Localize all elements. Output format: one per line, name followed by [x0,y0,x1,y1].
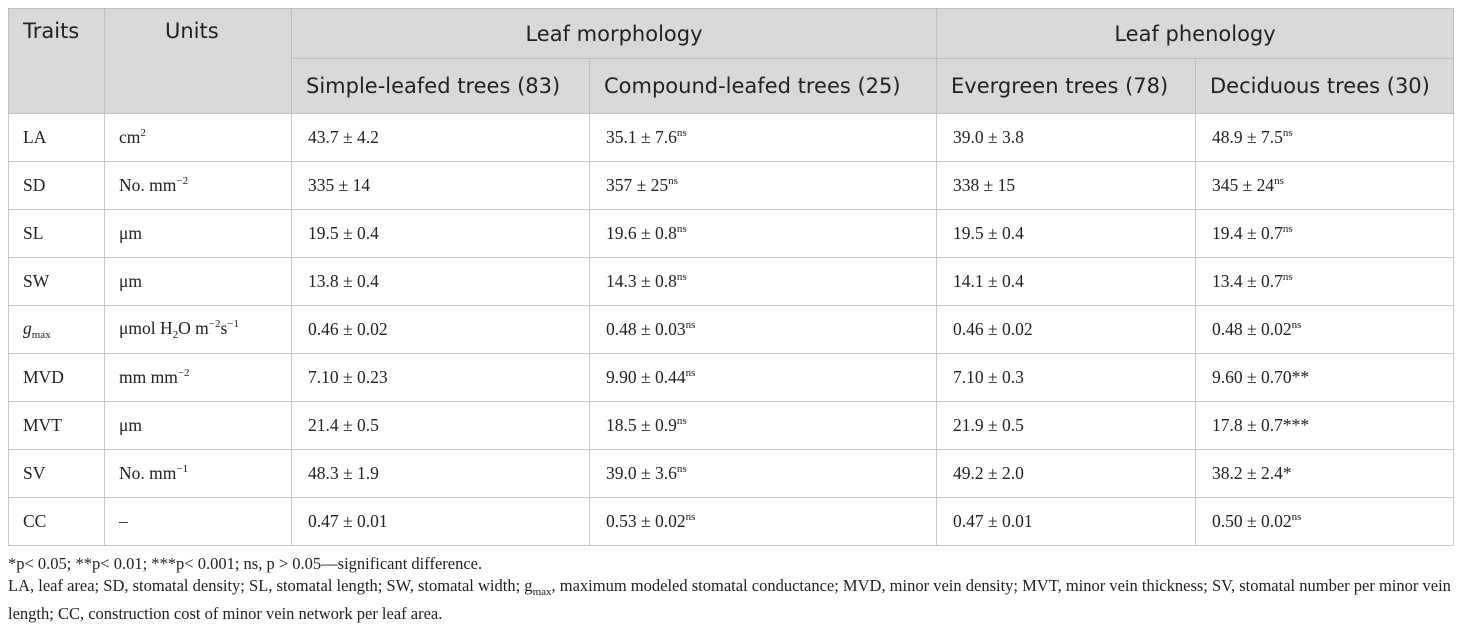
footnote-abbr-part1: LA, leaf area; SD, stomatal density; SL, stomatal length; SW, stomatal width; g [8,576,533,595]
trait-name: SL [23,223,44,243]
compound-value-significance: ns [668,175,678,187]
unit-superscript: −2 [208,318,221,330]
deciduous-value: 0.50 ± 0.02 [1212,511,1292,531]
compound-value: 18.5 ± 0.9 [606,415,677,435]
header-units: Units [105,9,292,114]
unit-text: μmol H [119,318,173,338]
compound-value: 357 ± 25 [606,175,669,195]
simple-value-cell [292,306,590,354]
trait-cell [9,306,105,354]
compound-value-significance: ns [676,271,687,283]
compound-value-significance: ns [676,463,687,475]
unit-text: μm [119,223,142,243]
deciduous-value-cell [1196,114,1454,162]
unit-superscript: 2 [140,127,146,139]
header-simple-leafed: Simple-leafed trees (83) [292,59,590,114]
compound-value-significance: ns [685,319,696,331]
compound-value: 39.0 ± 3.6 [606,463,677,483]
simple-value: 0.46 ± 0.02 [308,319,388,339]
footnote-abbreviations [8,575,1453,625]
compound-value: 9.90 ± 0.44 [606,367,686,387]
unit-text: μm [119,415,142,435]
unit-subscript: 2 [172,329,179,341]
simple-value: 13.8 ± 0.4 [308,271,379,291]
compound-value: 0.48 ± 0.03 [606,319,686,339]
compound-value-cell [590,114,937,162]
traits-table-container [8,8,1453,546]
footnote-abbr-sub: max [532,586,552,598]
deciduous-value-cell [1196,402,1454,450]
compound-value-cell [590,162,937,210]
trait-cell [9,258,105,306]
evergreen-value-cell [937,114,1196,162]
header-leaf-morphology: Leaf morphology [292,9,937,59]
compound-value-cell [590,210,937,258]
trait-name: MVT [23,415,62,435]
deciduous-value-cell [1196,258,1454,306]
header-leaf-phenology: Leaf phenology [937,9,1454,59]
table-body [9,114,1454,546]
simple-value: 19.5 ± 0.4 [308,223,379,243]
header-row-groups [9,9,1454,59]
unit-superscript-end: −1 [227,318,239,330]
trait-cell [9,402,105,450]
simple-value: 335 ± 14 [308,175,371,195]
compound-value: 19.6 ± 0.8 [606,223,677,243]
simple-value-cell [292,258,590,306]
footnote-significance: *p< 0.05; **p< 0.01; ***p< 0.001; ns, p > 0.05—significant difference. [8,554,483,573]
trait-cell [9,498,105,546]
unit-cell [105,162,292,210]
table-row [9,162,1454,210]
deciduous-value-significance: ns [1282,271,1293,283]
evergreen-value: 39.0 ± 3.8 [953,127,1024,147]
table-row [9,258,1454,306]
trait-name: CC [23,511,47,531]
compound-value-significance: ns [676,415,687,427]
traits-table [8,8,1454,546]
unit-text: – [119,511,128,531]
deciduous-value-significance: ns [1282,223,1293,235]
evergreen-value-cell [937,402,1196,450]
deciduous-value: 9.60 ± 0.70** [1212,367,1310,387]
header-deciduous: Deciduous trees (30) [1196,59,1454,114]
unit-cell [105,306,292,354]
simple-value: 0.47 ± 0.01 [308,511,388,531]
unit-superscript: −2 [176,175,189,187]
trait-name: MVD [23,367,64,387]
compound-value: 35.1 ± 7.6 [606,127,677,147]
simple-value-cell [292,450,590,498]
evergreen-value-cell [937,258,1196,306]
compound-value-cell [590,354,937,402]
deciduous-value-cell [1196,210,1454,258]
trait-name: g [23,318,32,338]
unit-cell [105,402,292,450]
simple-value-cell [292,498,590,546]
unit-text: mm mm [119,367,178,387]
deciduous-value: 345 ± 24 [1212,175,1275,195]
simple-value-cell [292,210,590,258]
deciduous-value: 19.4 ± 0.7 [1212,223,1283,243]
header-evergreen: Evergreen trees (78) [937,59,1196,114]
evergreen-value: 7.10 ± 0.3 [953,367,1024,387]
simple-value: 48.3 ± 1.9 [308,463,379,483]
unit-superscript: −1 [176,463,189,475]
header-traits: Traits [9,9,105,114]
compound-value-cell [590,450,937,498]
deciduous-value-cell [1196,498,1454,546]
unit-text: cm [119,127,141,147]
simple-value-cell [292,402,590,450]
trait-cell [9,210,105,258]
unit-text-mid: O m [178,318,209,338]
unit-text-end: s [220,318,228,338]
table-row [9,210,1454,258]
unit-cell [105,498,292,546]
trait-cell [9,450,105,498]
trait-name: SD [23,175,46,195]
unit-superscript: −2 [177,367,190,379]
deciduous-value-cell [1196,162,1454,210]
unit-cell [105,258,292,306]
evergreen-value: 49.2 ± 2.0 [953,463,1024,483]
footnotes [8,553,1453,625]
compound-value-cell [590,402,937,450]
unit-cell [105,210,292,258]
trait-name: SW [23,271,50,291]
deciduous-value: 13.4 ± 0.7 [1212,271,1283,291]
deciduous-value: 0.48 ± 0.02 [1212,319,1292,339]
table-row [9,402,1454,450]
deciduous-value: 48.9 ± 7.5 [1212,127,1283,147]
deciduous-value: 17.8 ± 0.7*** [1212,415,1310,435]
deciduous-value: 38.2 ± 2.4* [1212,463,1292,483]
deciduous-value-significance: ns [1274,175,1284,187]
evergreen-value: 21.9 ± 0.5 [953,415,1024,435]
compound-value-significance: ns [676,127,687,139]
deciduous-value-significance: ns [1291,511,1302,523]
unit-cell [105,450,292,498]
table-row [9,354,1454,402]
compound-value: 14.3 ± 0.8 [606,271,677,291]
deciduous-value-cell [1196,306,1454,354]
trait-subscript: max [31,329,51,341]
simple-value-cell [292,162,590,210]
unit-cell [105,114,292,162]
trait-name: SV [23,463,46,483]
deciduous-value-significance: ns [1291,319,1302,331]
compound-value: 0.53 ± 0.02 [606,511,686,531]
table-row [9,306,1454,354]
unit-text: No. mm [119,463,177,483]
compound-value-significance: ns [676,223,687,235]
unit-cell [105,354,292,402]
trait-name: LA [23,127,47,147]
deciduous-value-significance: ns [1282,127,1293,139]
evergreen-value-cell [937,498,1196,546]
compound-value-cell [590,306,937,354]
trait-cell [9,114,105,162]
evergreen-value: 19.5 ± 0.4 [953,223,1024,243]
table-row [9,114,1454,162]
evergreen-value: 0.47 ± 0.01 [953,511,1033,531]
deciduous-value-cell [1196,450,1454,498]
evergreen-value: 0.46 ± 0.02 [953,319,1033,339]
footnote-abbr-part2: , maximum modeled stomatal conductance; MVD, minor vein density; MVT, minor vein thickness; SV, stomatal number per minor vein length; CC, construction cost of minor vein network per leaf area. [8,576,1451,623]
compound-value-significance: ns [685,511,696,523]
unit-text: μm [119,271,142,291]
simple-value: 43.7 ± 4.2 [308,127,379,147]
trait-cell [9,354,105,402]
compound-value-cell [590,258,937,306]
evergreen-value-cell [937,450,1196,498]
simple-value-cell [292,354,590,402]
evergreen-value-cell [937,210,1196,258]
header-compound-leafed: Compound-leafed trees (25) [590,59,937,114]
evergreen-value-cell [937,162,1196,210]
table-row [9,498,1454,546]
evergreen-value: 338 ± 15 [953,175,1016,195]
compound-value-significance: ns [685,367,696,379]
unit-text: No. mm [119,175,177,195]
table-row [9,450,1454,498]
evergreen-value: 14.1 ± 0.4 [953,271,1024,291]
simple-value: 21.4 ± 0.5 [308,415,379,435]
evergreen-value-cell [937,354,1196,402]
evergreen-value-cell [937,306,1196,354]
trait-cell [9,162,105,210]
simple-value-cell [292,114,590,162]
compound-value-cell [590,498,937,546]
deciduous-value-cell [1196,354,1454,402]
simple-value: 7.10 ± 0.23 [308,367,388,387]
